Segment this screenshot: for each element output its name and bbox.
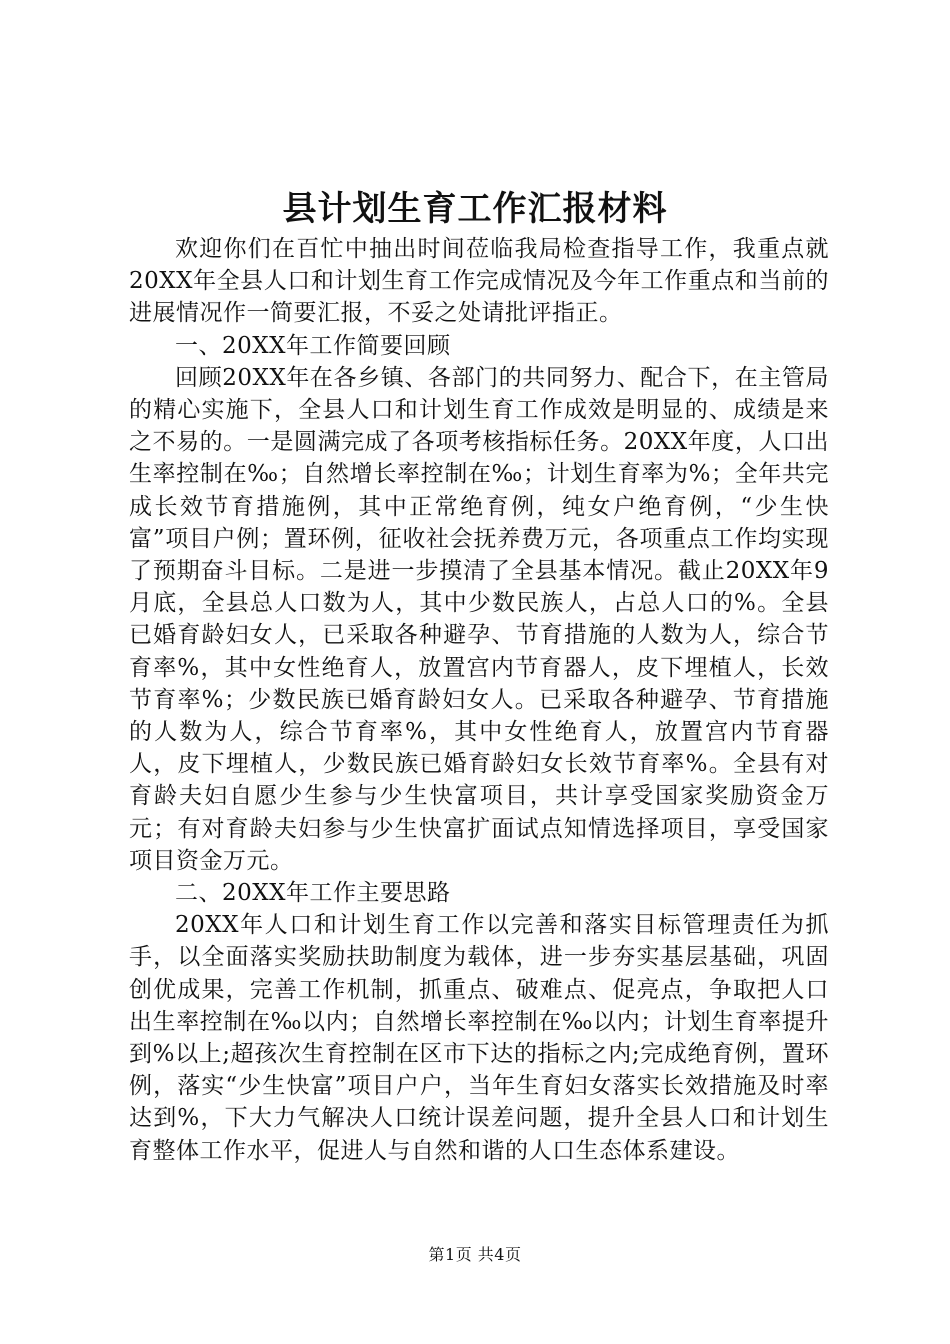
intro-paragraph: 欢迎你们在百忙中抽出时间莅临我局检查指导工作，我重点就20XX年全县人口和计划生育工作完成情况及今年工作重点和当前的进展情况作一简要汇报，不妥之处请批评指正。 (129, 236, 829, 327)
section-2-paragraph: 20XX年人口和计划生育工作以完善和落实目标管理责任为抓手，以全面落实奖励扶助制度为载体，进一步夯实基层基础，巩固创优成果，完善工作机制，抓重点、破难点、促亮点，争取把人口出生率控制在‰以内；自然增长率控制在‰以内；计划生育率提升到%以上;超孩次生育控制在区市下达的指标之内;完成绝育例，置环例，落实“少生快富”项目户户，当年生育妇女落实长效措施及时率达到%，下大力气解决人口统计误差问题，提升全县人口和计划生育整体工作水平，促进人与自然和谐的人口生态体系建设。 (129, 912, 829, 1164)
page-footer: 第1页 共4页 (428, 1245, 522, 1264)
section-2-heading: 二、20XX年工作主要思路 (175, 880, 451, 907)
document-body (129, 233, 829, 1167)
section-1-paragraph: 回顾20XX年在各乡镇、各部门的共同努力、配合下，在主管局的精心实施下，全县人口和计划生育工作成效是明显的、成绩是来之不易的。一是圆满完成了各项考核指标任务。20XX年度，人口出生率控制在‰；自然增长率控制在‰；计划生育率为%；全年共完成长效节育措施例，其中正常绝育例，纯女户绝育例，“少生快富”项目户例；置环例，征收社会抚养费万元，各项重点工作均实现了预期奋斗目标。二是进一步摸清了全县基本情况。截止20XX年9月底，全县总人口数为人，其中少数民族人，占总人口的%。全县已婚育龄妇女人，已采取各种避孕、节育措施的人数为人，综合节育率%，其中女性绝育人，放置宫内节育器人，皮下埋植人，长效节育率%；少数民族已婚育龄妇女人。已采取各种避孕、节育措施的人数为人，综合节育率%，其中女性绝育人，放置宫内节育器人，皮下埋植人，少数民族已婚育龄妇女长效节育率%。全县有对育龄夫妇自愿少生参与少生快富项目，共计享受国家奖励资金万元；有对育龄夫妇参与少生快富扩面试点知情选择项目，享受国家项目资金万元。 (129, 364, 829, 874)
section-1-heading: 一、20XX年工作简要回顾 (175, 332, 451, 359)
document-title: 县计划生育工作汇报材料 (282, 189, 668, 229)
